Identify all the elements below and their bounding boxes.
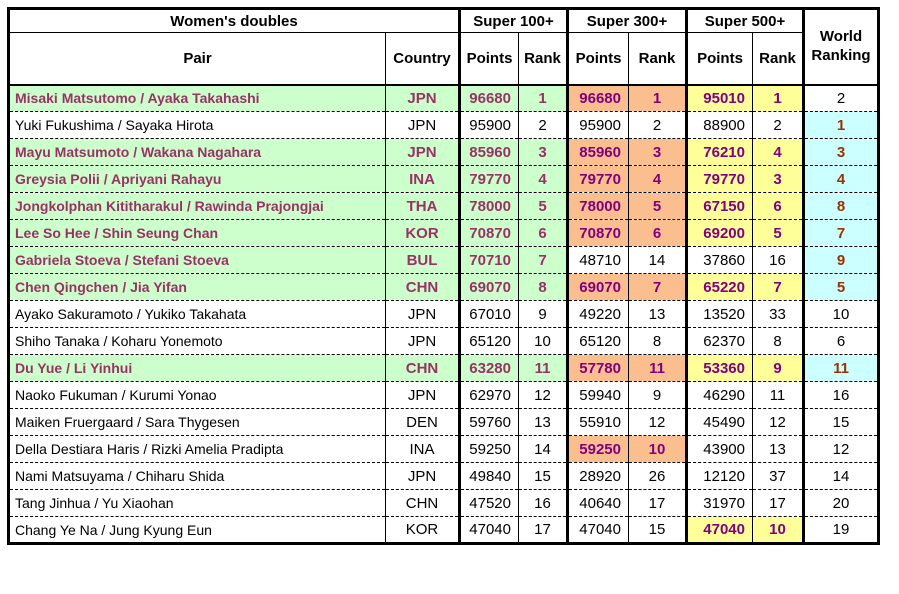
s500-rank: 8 (753, 328, 804, 355)
s100-rank: 2 (519, 112, 568, 139)
world-ranking: 10 (804, 301, 879, 328)
country-code: JPN (386, 463, 460, 490)
s100-points: 67010 (460, 301, 519, 328)
s500-rank: 2 (753, 112, 804, 139)
country-code: JPN (386, 301, 460, 328)
table-row (9, 409, 879, 436)
s300-points: 96680 (568, 85, 629, 112)
s100-points: 49840 (460, 463, 519, 490)
table-row (9, 193, 879, 220)
table-row (9, 328, 879, 355)
pair-name: Naoko Fukuman / Kurumi Yonao (9, 382, 386, 409)
table-row (9, 355, 879, 382)
pair-name: Greysia Polii / Apriyani Rahayu (9, 166, 386, 193)
s500-rank: 17 (753, 490, 804, 517)
s300-rank: 11 (629, 355, 687, 382)
world-ranking: 1 (804, 112, 879, 139)
s300-points: 55910 (568, 409, 629, 436)
world-ranking: 14 (804, 463, 879, 490)
s300-points: 49220 (568, 301, 629, 328)
s500-points: 45490 (687, 409, 753, 436)
column-header-s300-points: Points (568, 33, 629, 85)
world-ranking: 9 (804, 247, 879, 274)
table-title: Women's doubles (9, 9, 460, 33)
s100-points: 70870 (460, 220, 519, 247)
column-header-s300-rank: Rank (629, 33, 687, 85)
s100-rank: 12 (519, 382, 568, 409)
s100-points: 47520 (460, 490, 519, 517)
column-header-s500-rank: Rank (753, 33, 804, 85)
pair-name: Yuki Fukushima / Sayaka Hirota (9, 112, 386, 139)
s500-points: 69200 (687, 220, 753, 247)
s500-rank: 9 (753, 355, 804, 382)
s500-points: 12120 (687, 463, 753, 490)
s300-rank: 13 (629, 301, 687, 328)
world-ranking: 20 (804, 490, 879, 517)
s100-points: 85960 (460, 139, 519, 166)
s500-rank: 16 (753, 247, 804, 274)
world-ranking: 3 (804, 139, 879, 166)
table-row (9, 247, 879, 274)
rankings-table-container (7, 7, 880, 545)
s500-rank: 13 (753, 436, 804, 463)
s500-rank: 3 (753, 166, 804, 193)
s100-points: 79770 (460, 166, 519, 193)
table-row (9, 382, 879, 409)
column-header-s100-rank: Rank (519, 33, 568, 85)
rankings-table (7, 7, 880, 545)
s100-rank: 6 (519, 220, 568, 247)
pair-name: Tang Jinhua / Yu Xiaohan (9, 490, 386, 517)
s300-rank: 7 (629, 274, 687, 301)
s300-points: 47040 (568, 517, 629, 544)
country-code: CHN (386, 274, 460, 301)
s300-rank: 10 (629, 436, 687, 463)
pair-name: Shiho Tanaka / Koharu Yonemoto (9, 328, 386, 355)
s500-points: 88900 (687, 112, 753, 139)
s500-points: 95010 (687, 85, 753, 112)
s500-rank: 33 (753, 301, 804, 328)
s100-rank: 11 (519, 355, 568, 382)
world-ranking: 19 (804, 517, 879, 544)
s100-rank: 15 (519, 463, 568, 490)
country-code: KOR (386, 220, 460, 247)
pair-name: Lee So Hee / Shin Seung Chan (9, 220, 386, 247)
country-code: CHN (386, 490, 460, 517)
s100-points: 69070 (460, 274, 519, 301)
s500-points: 67150 (687, 193, 753, 220)
pair-name: Du Yue / Li Yinhui (9, 355, 386, 382)
s500-points: 79770 (687, 166, 753, 193)
world-ranking: 5 (804, 274, 879, 301)
s100-rank: 5 (519, 193, 568, 220)
table-row (9, 220, 879, 247)
country-code: JPN (386, 382, 460, 409)
s100-rank: 4 (519, 166, 568, 193)
s100-rank: 14 (519, 436, 568, 463)
s300-points: 79770 (568, 166, 629, 193)
s300-rank: 15 (629, 517, 687, 544)
s300-points: 59940 (568, 382, 629, 409)
s300-rank: 1 (629, 85, 687, 112)
s300-points: 70870 (568, 220, 629, 247)
s300-points: 59250 (568, 436, 629, 463)
table-row (9, 112, 879, 139)
s500-rank: 6 (753, 193, 804, 220)
table-row (9, 490, 879, 517)
s300-rank: 6 (629, 220, 687, 247)
s100-points: 65120 (460, 328, 519, 355)
group-header-super300: Super 300+ (568, 9, 687, 33)
s300-points: 57780 (568, 355, 629, 382)
table-row (9, 463, 879, 490)
s300-rank: 4 (629, 166, 687, 193)
s100-rank: 17 (519, 517, 568, 544)
s500-rank: 10 (753, 517, 804, 544)
s100-points: 62970 (460, 382, 519, 409)
s500-rank: 11 (753, 382, 804, 409)
s500-points: 46290 (687, 382, 753, 409)
header-group-row (9, 9, 879, 33)
s500-rank: 37 (753, 463, 804, 490)
pair-name: Jongkolphan Kititharakul / Rawinda Prajongjai (9, 193, 386, 220)
pair-name: Chen Qingchen / Jia Yifan (9, 274, 386, 301)
s300-rank: 17 (629, 490, 687, 517)
s100-points: 78000 (460, 193, 519, 220)
column-header-world-ranking: World Ranking (804, 9, 879, 85)
s300-points: 65120 (568, 328, 629, 355)
country-code: JPN (386, 139, 460, 166)
pair-name: Maiken Fruergaard / Sara Thygesen (9, 409, 386, 436)
pair-name: Ayako Sakuramoto / Yukiko Takahata (9, 301, 386, 328)
s100-rank: 8 (519, 274, 568, 301)
s300-points: 28920 (568, 463, 629, 490)
table-body (9, 85, 879, 544)
table-row (9, 85, 879, 112)
world-ranking: 16 (804, 382, 879, 409)
s100-points: 47040 (460, 517, 519, 544)
world-ranking: 2 (804, 85, 879, 112)
country-code: INA (386, 436, 460, 463)
s500-points: 65220 (687, 274, 753, 301)
country-code: BUL (386, 247, 460, 274)
s100-rank: 13 (519, 409, 568, 436)
s500-points: 31970 (687, 490, 753, 517)
s500-rank: 1 (753, 85, 804, 112)
pair-name: Nami Matsuyama / Chiharu Shida (9, 463, 386, 490)
world-ranking: 15 (804, 409, 879, 436)
s100-rank: 1 (519, 85, 568, 112)
world-ranking: 8 (804, 193, 879, 220)
s300-rank: 14 (629, 247, 687, 274)
pair-name: Mayu Matsumoto / Wakana Nagahara (9, 139, 386, 166)
s300-rank: 5 (629, 193, 687, 220)
s100-points: 59760 (460, 409, 519, 436)
s300-points: 78000 (568, 193, 629, 220)
world-ranking: 7 (804, 220, 879, 247)
s300-points: 95900 (568, 112, 629, 139)
s300-points: 40640 (568, 490, 629, 517)
s300-rank: 9 (629, 382, 687, 409)
s500-points: 76210 (687, 139, 753, 166)
s500-rank: 5 (753, 220, 804, 247)
s100-rank: 9 (519, 301, 568, 328)
column-header-s500-points: Points (687, 33, 753, 85)
table-row (9, 274, 879, 301)
s100-rank: 7 (519, 247, 568, 274)
pair-name: Chang Ye Na / Jung Kyung Eun (9, 517, 386, 544)
country-code: THA (386, 193, 460, 220)
s500-points: 62370 (687, 328, 753, 355)
s500-points: 47040 (687, 517, 753, 544)
pair-name: Della Destiara Haris / Rizki Amelia Pradipta (9, 436, 386, 463)
country-code: DEN (386, 409, 460, 436)
s100-rank: 10 (519, 328, 568, 355)
s500-rank: 7 (753, 274, 804, 301)
country-code: JPN (386, 112, 460, 139)
pair-name: Gabriela Stoeva / Stefani Stoeva (9, 247, 386, 274)
country-code: INA (386, 166, 460, 193)
country-code: KOR (386, 517, 460, 544)
s500-rank: 12 (753, 409, 804, 436)
group-header-super100: Super 100+ (460, 9, 568, 33)
table-row (9, 301, 879, 328)
s100-points: 59250 (460, 436, 519, 463)
s500-points: 13520 (687, 301, 753, 328)
s300-rank: 26 (629, 463, 687, 490)
column-header-s100-points: Points (460, 33, 519, 85)
table-row (9, 517, 879, 544)
country-code: CHN (386, 355, 460, 382)
s100-points: 95900 (460, 112, 519, 139)
s100-points: 70710 (460, 247, 519, 274)
table-row (9, 139, 879, 166)
group-header-super500: Super 500+ (687, 9, 804, 33)
world-ranking: 12 (804, 436, 879, 463)
world-ranking: 6 (804, 328, 879, 355)
s100-rank: 3 (519, 139, 568, 166)
pair-name: Misaki Matsutomo / Ayaka Takahashi (9, 85, 386, 112)
world-ranking: 4 (804, 166, 879, 193)
s100-points: 96680 (460, 85, 519, 112)
column-header-pair: Pair (9, 33, 386, 85)
s100-rank: 16 (519, 490, 568, 517)
s300-points: 48710 (568, 247, 629, 274)
s300-rank: 2 (629, 112, 687, 139)
column-header-country: Country (386, 33, 460, 85)
country-code: JPN (386, 85, 460, 112)
s300-points: 85960 (568, 139, 629, 166)
world-ranking: 11 (804, 355, 879, 382)
s300-rank: 12 (629, 409, 687, 436)
table-row (9, 166, 879, 193)
table-row (9, 436, 879, 463)
country-code: JPN (386, 328, 460, 355)
table-header (9, 9, 879, 85)
s300-points: 69070 (568, 274, 629, 301)
header-sub-row (9, 33, 879, 85)
s500-points: 53360 (687, 355, 753, 382)
s500-rank: 4 (753, 139, 804, 166)
s300-rank: 3 (629, 139, 687, 166)
s500-points: 43900 (687, 436, 753, 463)
s500-points: 37860 (687, 247, 753, 274)
s300-rank: 8 (629, 328, 687, 355)
s100-points: 63280 (460, 355, 519, 382)
